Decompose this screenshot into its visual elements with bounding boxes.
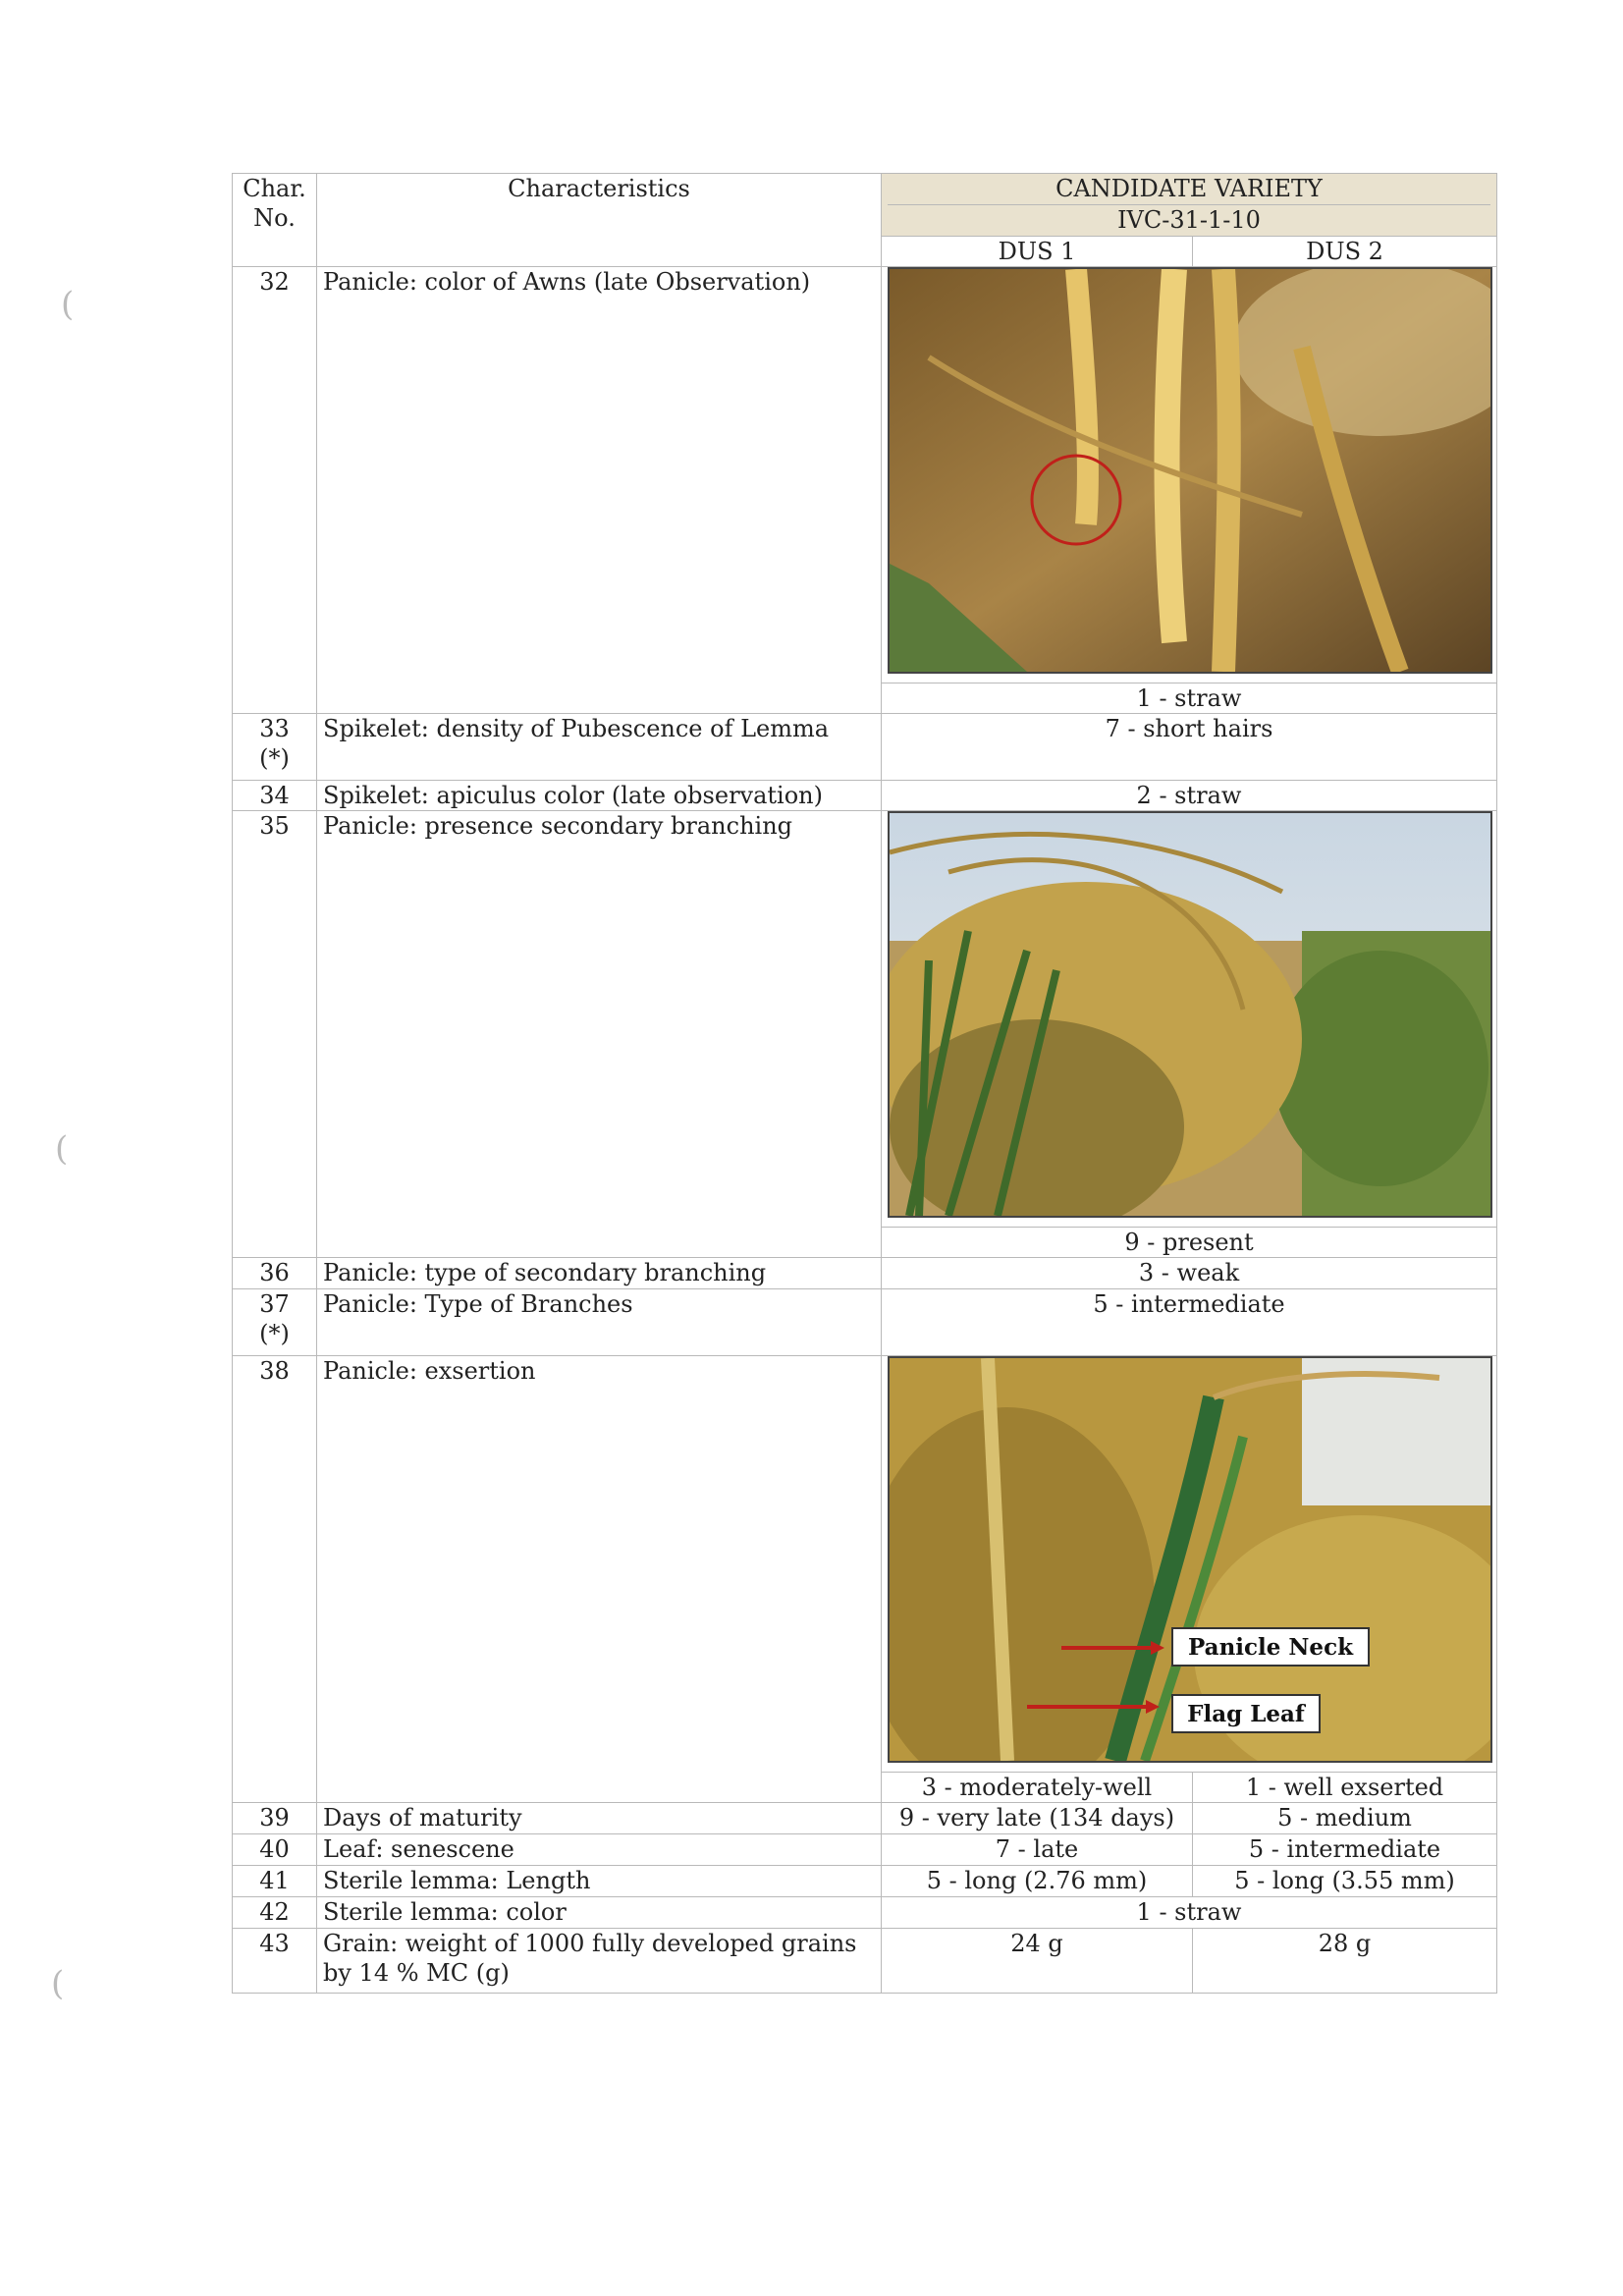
variety-name: IVC-31-1-10 bbox=[1117, 206, 1261, 234]
dus2-value: 5 - long (3.55 mm) bbox=[1193, 1866, 1497, 1897]
char-number-value: 37 bbox=[259, 1290, 290, 1318]
table-row bbox=[233, 267, 1497, 683]
characteristic-text: Leaf: senescene bbox=[317, 1834, 882, 1866]
dus2-value: 5 - intermediate bbox=[1193, 1834, 1497, 1866]
table-row bbox=[233, 1834, 1497, 1866]
panicle-neck-label: Panicle Neck bbox=[1187, 1634, 1354, 1661]
char-number: 39 bbox=[233, 1803, 317, 1834]
dus1-value: 24 g bbox=[882, 1929, 1193, 1994]
char-number: 42 bbox=[233, 1897, 317, 1929]
characteristic-text: Panicle: exsertion bbox=[317, 1356, 882, 1803]
char-number: 36 bbox=[233, 1258, 317, 1289]
char-number bbox=[233, 1289, 317, 1356]
value-cell: 3 - weak bbox=[882, 1258, 1497, 1289]
table-row bbox=[233, 1866, 1497, 1897]
scan-mark: ( bbox=[55, 1129, 69, 1169]
awns-photo bbox=[888, 267, 1492, 674]
characteristic-text: Panicle: Type of Branches bbox=[317, 1289, 882, 1356]
dus1-value: 5 - long (2.76 mm) bbox=[882, 1866, 1193, 1897]
characteristic-text: Sterile lemma: Length bbox=[317, 1866, 882, 1897]
dus1-value: 7 - late bbox=[882, 1834, 1193, 1866]
characteristic-text: Sterile lemma: color bbox=[317, 1897, 882, 1929]
photo-cell bbox=[882, 811, 1497, 1228]
characteristic-text: Panicle: presence secondary branching bbox=[317, 811, 882, 1258]
asterisk-flag: (*) bbox=[259, 744, 290, 772]
flag-leaf-label: Flag Leaf bbox=[1187, 1701, 1305, 1727]
dus2-header: DUS 2 bbox=[1193, 237, 1497, 267]
candidate-variety-label: CANDIDATE VARIETY bbox=[888, 174, 1490, 205]
scan-mark: ( bbox=[61, 285, 75, 324]
table-row bbox=[233, 1356, 1497, 1773]
char-number-value: 33 bbox=[259, 715, 290, 742]
table-row bbox=[233, 1803, 1497, 1834]
dus1-header: DUS 1 bbox=[882, 237, 1193, 267]
characteristic-text: Panicle: color of Awns (late Observation) bbox=[317, 267, 882, 714]
dus2-value: 28 g bbox=[1193, 1929, 1497, 1994]
char-number: 34 bbox=[233, 781, 317, 811]
characteristics-table bbox=[232, 173, 1497, 1994]
table-header-row bbox=[233, 174, 1497, 237]
secondary-branching-photo bbox=[888, 811, 1492, 1218]
char-no-header: Char. No. bbox=[233, 174, 317, 267]
table-row bbox=[233, 1258, 1497, 1289]
characteristics-header: Characteristics bbox=[317, 174, 882, 267]
char-number: 38 bbox=[233, 1356, 317, 1803]
exsertion-photo bbox=[888, 1356, 1492, 1763]
char-number: 35 bbox=[233, 811, 317, 1258]
char-number: 32 bbox=[233, 267, 317, 714]
characteristic-text: Panicle: type of secondary branching bbox=[317, 1258, 882, 1289]
value-cell: 1 - straw bbox=[882, 683, 1497, 714]
dus1-value: 9 - very late (134 days) bbox=[882, 1803, 1193, 1834]
photo-cell bbox=[882, 267, 1497, 683]
characteristic-text: Days of maturity bbox=[317, 1803, 882, 1834]
value-cell: 2 - straw bbox=[882, 781, 1497, 811]
char-number bbox=[233, 714, 317, 781]
value-cell: 9 - present bbox=[882, 1228, 1497, 1258]
characteristic-text: Spikelet: apiculus color (late observation) bbox=[317, 781, 882, 811]
dus2-value: 5 - medium bbox=[1193, 1803, 1497, 1834]
value-cell: 5 - intermediate bbox=[882, 1289, 1497, 1356]
table-row bbox=[233, 1897, 1497, 1929]
value-cell: 1 - straw bbox=[882, 1897, 1497, 1929]
candidate-variety-header bbox=[882, 174, 1497, 237]
table-row bbox=[233, 1289, 1497, 1356]
photo-cell bbox=[882, 1356, 1497, 1773]
table-row bbox=[233, 811, 1497, 1228]
dus2-value: 1 - well exserted bbox=[1193, 1773, 1497, 1803]
char-number: 41 bbox=[233, 1866, 317, 1897]
dus1-value: 3 - moderately-well bbox=[882, 1773, 1193, 1803]
value-cell: 7 - short hairs bbox=[882, 714, 1497, 781]
asterisk-flag: (*) bbox=[259, 1320, 290, 1347]
characteristic-text: Grain: weight of 1000 fully developed grains by 14 % MC (g) bbox=[317, 1929, 882, 1994]
table-row bbox=[233, 781, 1497, 811]
scan-mark: ( bbox=[51, 1964, 65, 2003]
characteristic-text: Spikelet: density of Pubescence of Lemma bbox=[317, 714, 882, 781]
table-row bbox=[233, 1929, 1497, 1994]
char-number: 40 bbox=[233, 1834, 317, 1866]
char-number: 43 bbox=[233, 1929, 317, 1994]
table-row bbox=[233, 714, 1497, 781]
